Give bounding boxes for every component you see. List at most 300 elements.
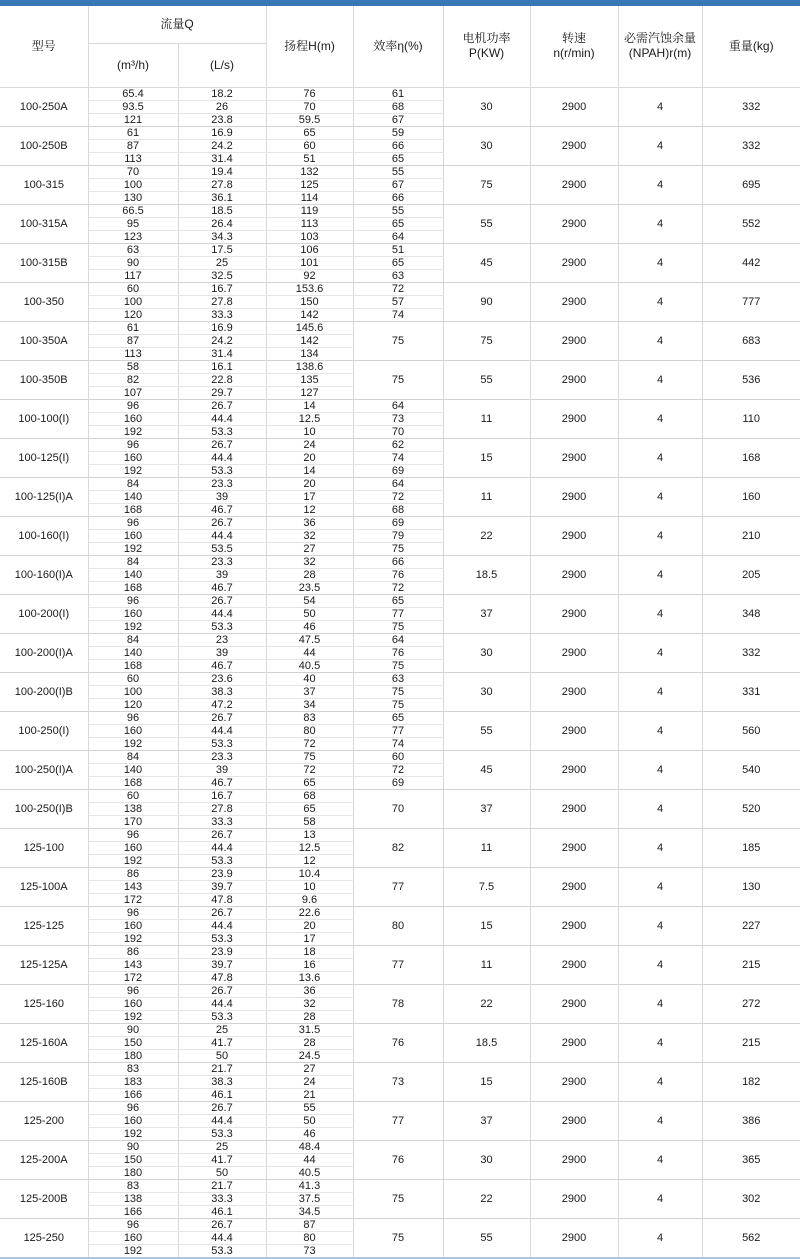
cell-head: 36	[266, 984, 353, 997]
cell-flow-ls: 27.8	[178, 802, 266, 815]
cell-efficiency: 72	[353, 763, 443, 776]
cell-efficiency: 57	[353, 295, 443, 308]
cell-flow-ls: 38.3	[178, 685, 266, 698]
table-row	[0, 594, 800, 607]
cell-npsh: 4	[618, 594, 702, 633]
cell-efficiency: 74	[353, 308, 443, 321]
cell-flow-m3h: 61	[88, 126, 178, 139]
cell-model: 125-200	[0, 1101, 88, 1140]
cell-head: 28	[266, 1036, 353, 1049]
cell-head: 27	[266, 1062, 353, 1075]
cell-head: 80	[266, 1231, 353, 1244]
cell-speed: 2900	[530, 165, 618, 204]
cell-head: 72	[266, 737, 353, 750]
cell-power: 30	[443, 672, 530, 711]
cell-weight: 683	[702, 321, 800, 360]
cell-power: 30	[443, 126, 530, 165]
cell-head: 80	[266, 724, 353, 737]
cell-weight: 272	[702, 984, 800, 1023]
cell-model: 100-200(I)	[0, 594, 88, 633]
cell-weight: 168	[702, 438, 800, 477]
cell-head: 27	[266, 542, 353, 555]
cell-head: 10	[266, 880, 353, 893]
cell-flow-m3h: 166	[88, 1205, 178, 1218]
cell-flow-ls: 47.8	[178, 893, 266, 906]
cell-flow-ls: 53.3	[178, 620, 266, 633]
cell-flow-ls: 23.3	[178, 750, 266, 763]
cell-flow-ls: 21.7	[178, 1062, 266, 1075]
cell-flow-ls: 16.1	[178, 360, 266, 373]
cell-power: 55	[443, 204, 530, 243]
cell-flow-m3h: 168	[88, 776, 178, 789]
cell-flow-ls: 29.7	[178, 386, 266, 399]
cell-flow-m3h: 113	[88, 152, 178, 165]
cell-npsh: 4	[618, 711, 702, 750]
table-row	[0, 789, 800, 802]
cell-weight: 205	[702, 555, 800, 594]
cell-head: 13	[266, 828, 353, 841]
cell-efficiency: 73	[353, 1062, 443, 1101]
cell-weight: 215	[702, 1023, 800, 1062]
cell-flow-m3h: 180	[88, 1166, 178, 1179]
cell-efficiency: 69	[353, 776, 443, 789]
cell-speed: 2900	[530, 1062, 618, 1101]
cell-head: 37	[266, 685, 353, 698]
cell-flow-m3h: 100	[88, 685, 178, 698]
cell-efficiency: 61	[353, 87, 443, 100]
cell-npsh: 4	[618, 282, 702, 321]
col-header-npsh	[618, 6, 702, 87]
cell-model: 125-200A	[0, 1140, 88, 1179]
cell-speed: 2900	[530, 516, 618, 555]
cell-npsh: 4	[618, 555, 702, 594]
cell-flow-m3h: 96	[88, 984, 178, 997]
cell-efficiency: 77	[353, 945, 443, 984]
cell-head: 101	[266, 256, 353, 269]
cell-head: 65	[266, 776, 353, 789]
cell-flow-m3h: 140	[88, 763, 178, 776]
cell-head: 28	[266, 568, 353, 581]
cell-power: 37	[443, 1101, 530, 1140]
cell-head: 40	[266, 672, 353, 685]
cell-efficiency: 70	[353, 789, 443, 828]
cell-head: 20	[266, 451, 353, 464]
cell-npsh: 4	[618, 789, 702, 828]
cell-flow-ls: 44.4	[178, 1114, 266, 1127]
cell-efficiency: 76	[353, 1023, 443, 1062]
cell-flow-ls: 18.2	[178, 87, 266, 100]
cell-power: 30	[443, 87, 530, 126]
cell-flow-m3h: 170	[88, 815, 178, 828]
cell-model: 125-125	[0, 906, 88, 945]
cell-flow-m3h: 123	[88, 230, 178, 243]
cell-model: 100-125(I)A	[0, 477, 88, 516]
cell-power: 55	[443, 360, 530, 399]
cell-head: 22.6	[266, 906, 353, 919]
cell-npsh: 4	[618, 750, 702, 789]
cell-power: 18.5	[443, 555, 530, 594]
cell-flow-ls: 44.4	[178, 724, 266, 737]
pump-table-body	[0, 87, 800, 1258]
cell-power: 75	[443, 165, 530, 204]
cell-speed: 2900	[530, 750, 618, 789]
cell-head: 32	[266, 529, 353, 542]
cell-flow-m3h: 192	[88, 620, 178, 633]
cell-flow-m3h: 93.5	[88, 100, 178, 113]
cell-flow-ls: 26.7	[178, 984, 266, 997]
table-row	[0, 1218, 800, 1231]
cell-efficiency: 75	[353, 620, 443, 633]
cell-head: 44	[266, 646, 353, 659]
cell-flow-ls: 26.4	[178, 217, 266, 230]
cell-flow-ls: 33.3	[178, 1192, 266, 1205]
cell-flow-ls: 44.4	[178, 412, 266, 425]
cell-flow-ls: 39.7	[178, 880, 266, 893]
cell-flow-m3h: 160	[88, 841, 178, 854]
cell-efficiency: 80	[353, 906, 443, 945]
cell-head: 23.5	[266, 581, 353, 594]
cell-flow-m3h: 166	[88, 1088, 178, 1101]
col-header-npsh-line2: (NPAH)r(m)	[628, 46, 692, 61]
cell-speed: 2900	[530, 984, 618, 1023]
table-row	[0, 282, 800, 295]
table-row	[0, 945, 800, 958]
cell-flow-m3h: 183	[88, 1075, 178, 1088]
cell-head: 40.5	[266, 659, 353, 672]
cell-flow-ls: 23.3	[178, 477, 266, 490]
cell-flow-ls: 39	[178, 763, 266, 776]
cell-head: 12.5	[266, 412, 353, 425]
cell-head: 83	[266, 711, 353, 724]
cell-efficiency: 63	[353, 672, 443, 685]
cell-model: 125-160A	[0, 1023, 88, 1062]
cell-power: 22	[443, 984, 530, 1023]
cell-head: 58	[266, 815, 353, 828]
cell-speed: 2900	[530, 204, 618, 243]
cell-head: 18	[266, 945, 353, 958]
cell-flow-m3h: 130	[88, 191, 178, 204]
cell-npsh: 4	[618, 1140, 702, 1179]
cell-weight: 130	[702, 867, 800, 906]
cell-head: 106	[266, 243, 353, 256]
cell-flow-ls: 16.7	[178, 282, 266, 295]
cell-flow-m3h: 160	[88, 412, 178, 425]
cell-head: 113	[266, 217, 353, 230]
cell-head: 72	[266, 763, 353, 776]
cell-efficiency: 63	[353, 269, 443, 282]
table-row	[0, 399, 800, 412]
cell-speed: 2900	[530, 1140, 618, 1179]
cell-head: 46	[266, 1127, 353, 1140]
cell-flow-ls: 53.3	[178, 932, 266, 945]
cell-flow-m3h: 192	[88, 425, 178, 438]
cell-weight: 215	[702, 945, 800, 984]
cell-efficiency: 66	[353, 139, 443, 152]
cell-power: 11	[443, 828, 530, 867]
cell-npsh: 4	[618, 87, 702, 126]
cell-head: 34.5	[266, 1205, 353, 1218]
cell-head: 17	[266, 490, 353, 503]
cell-flow-m3h: 96	[88, 1218, 178, 1231]
cell-efficiency: 64	[353, 633, 443, 646]
cell-flow-m3h: 120	[88, 698, 178, 711]
table-row	[0, 1062, 800, 1075]
cell-npsh: 4	[618, 633, 702, 672]
cell-npsh: 4	[618, 204, 702, 243]
cell-efficiency: 65	[353, 594, 443, 607]
cell-model: 125-100A	[0, 867, 88, 906]
col-header-flow-group: 流量Q	[88, 6, 266, 43]
cell-model: 100-315B	[0, 243, 88, 282]
cell-flow-m3h: 192	[88, 737, 178, 750]
cell-speed: 2900	[530, 672, 618, 711]
cell-efficiency: 64	[353, 230, 443, 243]
col-header-speed-line1: 转速	[561, 31, 586, 46]
cell-power: 30	[443, 1140, 530, 1179]
cell-head: 70	[266, 100, 353, 113]
cell-efficiency: 55	[353, 204, 443, 217]
cell-weight: 777	[702, 282, 800, 321]
cell-model: 125-160B	[0, 1062, 88, 1101]
cell-flow-m3h: 160	[88, 919, 178, 932]
cell-npsh: 4	[618, 516, 702, 555]
cell-head: 145.6	[266, 321, 353, 334]
cell-efficiency: 74	[353, 451, 443, 464]
cell-efficiency: 68	[353, 100, 443, 113]
cell-speed: 2900	[530, 477, 618, 516]
cell-flow-m3h: 83	[88, 1062, 178, 1075]
cell-flow-m3h: 96	[88, 516, 178, 529]
cell-model: 100-250(I)A	[0, 750, 88, 789]
cell-head: 31.5	[266, 1023, 353, 1036]
cell-efficiency: 55	[353, 165, 443, 178]
cell-head: 65	[266, 126, 353, 139]
cell-model: 100-250(I)B	[0, 789, 88, 828]
table-row	[0, 1101, 800, 1114]
cell-flow-m3h: 86	[88, 945, 178, 958]
cell-efficiency: 75	[353, 1179, 443, 1218]
cell-efficiency: 75	[353, 685, 443, 698]
table-row	[0, 867, 800, 880]
cell-head: 21	[266, 1088, 353, 1101]
cell-head: 13.6	[266, 971, 353, 984]
cell-head: 65	[266, 802, 353, 815]
cell-efficiency: 66	[353, 191, 443, 204]
cell-head: 12	[266, 854, 353, 867]
cell-flow-ls: 33.3	[178, 308, 266, 321]
cell-weight: 331	[702, 672, 800, 711]
cell-flow-m3h: 138	[88, 802, 178, 815]
cell-head: 50	[266, 1114, 353, 1127]
cell-flow-m3h: 192	[88, 854, 178, 867]
cell-head: 142	[266, 334, 353, 347]
cell-flow-m3h: 84	[88, 633, 178, 646]
cell-flow-m3h: 168	[88, 503, 178, 516]
cell-flow-ls: 39	[178, 568, 266, 581]
table-header	[0, 6, 800, 87]
cell-weight: 536	[702, 360, 800, 399]
cell-head: 134	[266, 347, 353, 360]
cell-weight: 520	[702, 789, 800, 828]
cell-weight: 560	[702, 711, 800, 750]
cell-npsh: 4	[618, 1062, 702, 1101]
col-header-efficiency: 效率η(%)	[353, 6, 443, 87]
cell-flow-m3h: 160	[88, 451, 178, 464]
cell-head: 28	[266, 1010, 353, 1023]
cell-head: 125	[266, 178, 353, 191]
cell-head: 32	[266, 997, 353, 1010]
cell-flow-m3h: 120	[88, 308, 178, 321]
cell-efficiency: 72	[353, 282, 443, 295]
cell-efficiency: 75	[353, 659, 443, 672]
cell-head: 127	[266, 386, 353, 399]
cell-flow-ls: 46.7	[178, 776, 266, 789]
cell-flow-ls: 26.7	[178, 1218, 266, 1231]
cell-head: 47.5	[266, 633, 353, 646]
cell-head: 59.5	[266, 113, 353, 126]
table-row	[0, 984, 800, 997]
col-header-power-line1: 电机功率	[462, 31, 511, 46]
table-row	[0, 165, 800, 178]
cell-flow-m3h: 87	[88, 139, 178, 152]
cell-flow-ls: 44.4	[178, 529, 266, 542]
cell-speed: 2900	[530, 87, 618, 126]
cell-head: 17	[266, 932, 353, 945]
col-header-head: 扬程H(m)	[266, 6, 353, 87]
cell-power: 45	[443, 750, 530, 789]
cell-head: 150	[266, 295, 353, 308]
cell-flow-m3h: 83	[88, 1179, 178, 1192]
cell-flow-m3h: 86	[88, 867, 178, 880]
cell-npsh: 4	[618, 438, 702, 477]
cell-flow-ls: 46.7	[178, 581, 266, 594]
cell-speed: 2900	[530, 789, 618, 828]
cell-head: 135	[266, 373, 353, 386]
cell-flow-ls: 26.7	[178, 828, 266, 841]
cell-head: 10.4	[266, 867, 353, 880]
cell-flow-m3h: 96	[88, 594, 178, 607]
cell-power: 22	[443, 516, 530, 555]
cell-efficiency: 65	[353, 711, 443, 724]
cell-efficiency: 82	[353, 828, 443, 867]
cell-flow-m3h: 160	[88, 529, 178, 542]
cell-weight: 182	[702, 1062, 800, 1101]
cell-speed: 2900	[530, 1023, 618, 1062]
col-header-flow-ls: (L/s)	[178, 43, 266, 87]
cell-power: 15	[443, 906, 530, 945]
cell-flow-ls: 46.7	[178, 659, 266, 672]
cell-flow-ls: 44.4	[178, 451, 266, 464]
col-header-speed-line2: n(r/min)	[553, 46, 595, 61]
cell-flow-ls: 23	[178, 633, 266, 646]
cell-efficiency: 65	[353, 256, 443, 269]
cell-model: 125-125A	[0, 945, 88, 984]
cell-flow-ls: 41.7	[178, 1153, 266, 1166]
cell-head: 132	[266, 165, 353, 178]
cell-flow-m3h: 140	[88, 490, 178, 503]
cell-weight: 185	[702, 828, 800, 867]
cell-power: 15	[443, 438, 530, 477]
cell-flow-ls: 53.3	[178, 1010, 266, 1023]
cell-efficiency: 59	[353, 126, 443, 139]
cell-efficiency: 77	[353, 867, 443, 906]
cell-flow-ls: 16.9	[178, 126, 266, 139]
cell-efficiency: 73	[353, 412, 443, 425]
cell-efficiency: 76	[353, 1140, 443, 1179]
cell-flow-ls: 26	[178, 100, 266, 113]
cell-flow-ls: 26.7	[178, 711, 266, 724]
cell-head: 54	[266, 594, 353, 607]
col-header-npsh-line1: 必需汽蚀余量	[623, 31, 696, 46]
cell-head: 37.5	[266, 1192, 353, 1205]
cell-flow-m3h: 117	[88, 269, 178, 282]
cell-weight: 386	[702, 1101, 800, 1140]
cell-npsh: 4	[618, 1101, 702, 1140]
cell-flow-ls: 53.5	[178, 542, 266, 555]
cell-flow-m3h: 192	[88, 542, 178, 555]
cell-power: 11	[443, 945, 530, 984]
cell-flow-ls: 32.5	[178, 269, 266, 282]
cell-head: 55	[266, 1101, 353, 1114]
cell-flow-m3h: 172	[88, 971, 178, 984]
cell-model: 100-315	[0, 165, 88, 204]
cell-efficiency: 76	[353, 568, 443, 581]
cell-flow-m3h: 192	[88, 464, 178, 477]
cell-flow-m3h: 100	[88, 295, 178, 308]
cell-flow-ls: 53.3	[178, 464, 266, 477]
cell-flow-m3h: 121	[88, 113, 178, 126]
cell-flow-ls: 23.9	[178, 867, 266, 880]
cell-flow-ls: 44.4	[178, 1231, 266, 1244]
cell-flow-ls: 46.1	[178, 1088, 266, 1101]
cell-npsh: 4	[618, 477, 702, 516]
cell-flow-m3h: 168	[88, 659, 178, 672]
cell-head: 76	[266, 87, 353, 100]
cell-head: 34	[266, 698, 353, 711]
table-row	[0, 516, 800, 529]
cell-speed: 2900	[530, 633, 618, 672]
cell-head: 138.6	[266, 360, 353, 373]
cell-model: 125-160	[0, 984, 88, 1023]
cell-flow-m3h: 60	[88, 672, 178, 685]
cell-flow-m3h: 113	[88, 347, 178, 360]
cell-power: 30	[443, 633, 530, 672]
cell-flow-ls: 26.7	[178, 516, 266, 529]
cell-flow-m3h: 96	[88, 1101, 178, 1114]
cell-head: 87	[266, 1218, 353, 1231]
cell-speed: 2900	[530, 555, 618, 594]
cell-flow-ls: 39	[178, 646, 266, 659]
cell-efficiency: 62	[353, 438, 443, 451]
cell-flow-m3h: 192	[88, 1244, 178, 1258]
cell-flow-ls: 27.8	[178, 178, 266, 191]
cell-model: 100-250(I)	[0, 711, 88, 750]
cell-model: 100-350B	[0, 360, 88, 399]
col-header-model: 型号	[0, 6, 88, 87]
cell-npsh: 4	[618, 1218, 702, 1258]
cell-head: 103	[266, 230, 353, 243]
cell-head: 20	[266, 919, 353, 932]
cell-speed: 2900	[530, 399, 618, 438]
cell-flow-ls: 17.5	[178, 243, 266, 256]
cell-model: 100-350	[0, 282, 88, 321]
cell-power: 15	[443, 1062, 530, 1101]
cell-flow-ls: 26.7	[178, 1101, 266, 1114]
cell-flow-m3h: 90	[88, 1140, 178, 1153]
table-row	[0, 1179, 800, 1192]
cell-flow-ls: 46.1	[178, 1205, 266, 1218]
cell-efficiency: 79	[353, 529, 443, 542]
